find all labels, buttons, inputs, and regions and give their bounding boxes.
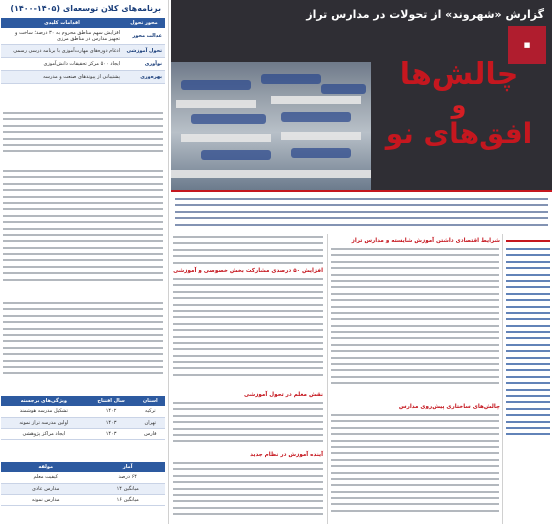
main-body-text [332, 248, 500, 398]
development-plans-table [2, 18, 166, 84]
main-body-text [174, 236, 324, 266]
main-section-heading: آینده آموزش در نظام جدید [251, 452, 324, 458]
main-section-heading: افزایش ۵۰ درصدی مشارکت بخش خصوصی و آموزشی [174, 268, 324, 274]
table-header: اقدامات کلیدی [2, 18, 124, 28]
intro-paragraph [172, 190, 553, 230]
table-header: آمار [91, 462, 166, 472]
headline-word-1: چالش‌ها [400, 57, 520, 92]
table-header: سال افتتاح [88, 396, 137, 406]
table-header: محور تحول [124, 18, 166, 28]
table-row: میانگین ۱۴ مدارس عادی [2, 483, 166, 494]
table-header: استان [137, 396, 166, 406]
main-body-text [174, 462, 324, 522]
main-section-heading: شرایط اقتصادی داشتن آموزش شایسته و مدارس تراز [352, 238, 501, 244]
headline-word-3: افق‌های نو [386, 117, 534, 150]
main-body-text [174, 402, 324, 450]
hero-banner [172, 0, 553, 190]
left-sidebar [0, 0, 168, 524]
sidebar-title: برنامه‌های کلان توسعه‌ای (۱۴۰۵-۱۴۰۰) [11, 4, 162, 13]
table-row: عدالت محور افزایش سهم مناطق محروم به ۳۰ درصد؛ ساخت و تجهیز مدارس در مناطق مرزی [2, 28, 166, 45]
report-headline: گزارش «شهروند» از تحولات در مدارس تراز [307, 8, 545, 21]
headline-word-2: و [452, 91, 468, 119]
table-row: ۶۴ درصد کیفیت معلم [2, 472, 166, 483]
column-divider [169, 0, 170, 524]
main-body-text [332, 414, 500, 522]
table-row: فارس ۱۴۰۳ ایجاد مراکز پژوهشی [2, 428, 166, 439]
table-row: میانگین ۱۶ مدارس نمونه [2, 494, 166, 505]
column-divider [328, 234, 329, 524]
classroom-photo [172, 62, 372, 190]
table-row: تحول آموزشی ادغام دوره‌های مهارت‌آموزی با برنامه درسی رسمی [2, 45, 166, 58]
table-row: نوآوری ایجاد ۵۰۰ مرکز تحقیقات دانش‌آموزی [2, 58, 166, 71]
sidebar-body-text [4, 112, 164, 160]
main-body-text [174, 278, 324, 388]
table-row: تهران ۱۴۰۳ اولین مدرسه تراز نمونه [2, 417, 166, 428]
table-row: بهره‌وری پشتیبانی از پیوندهای صنعت و مدرسه [2, 71, 166, 84]
main-section-heading: چالش‌های ساختاری پیش‌روی مدارس [399, 404, 501, 410]
column-divider [503, 234, 504, 524]
sidebar-body-text [4, 170, 164, 290]
main-headline [385, 58, 535, 150]
table-header: مولفه [2, 462, 91, 472]
main-section-heading: نقش معلم در تحول آموزشی [245, 392, 324, 398]
side-note-column [505, 232, 553, 512]
newspaper-logo: ■ [509, 26, 547, 64]
table-header: ویژگی‌های برجسته [2, 396, 88, 406]
table-row: ترکیه ۱۴۰۲ تشکیل مدرسه هوشمند [2, 406, 166, 417]
sidebar-body-text [4, 302, 164, 382]
provinces-table [2, 396, 166, 440]
quality-gap-table [2, 462, 166, 506]
